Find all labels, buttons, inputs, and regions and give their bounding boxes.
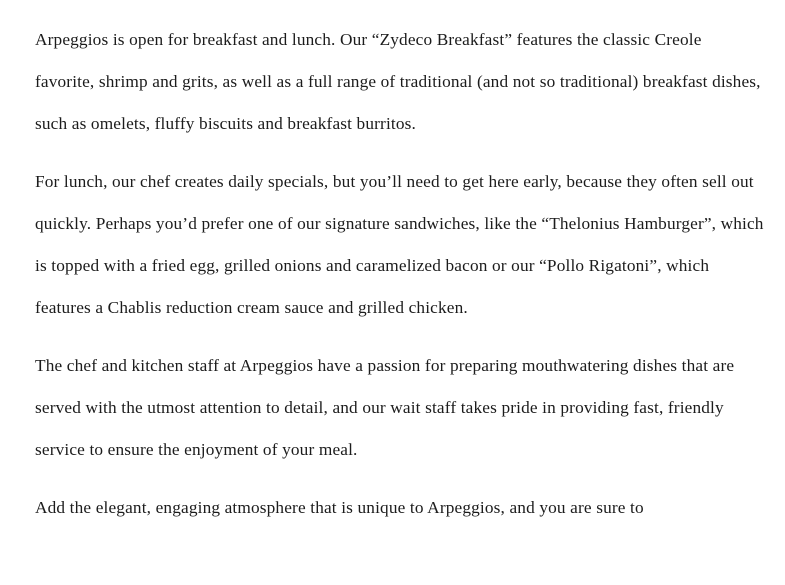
article-body	[35, 19, 765, 545]
paragraph-breakfast: Arpeggios is open for breakfast and lunch. Our “Zydeco Breakfast” features the classic Creole favorite, shrimp and grits, as well as a full range of traditional (and not so traditional) breakfast dishes, such as omelets, fluffy biscuits and breakfast burritos.	[35, 30, 761, 133]
paragraph-kitchen-staff: The chef and kitchen staff at Arpeggios have a passion for preparing mouthwatering dishes that are served with the utmost attention to detail, and our wait staff takes pride in providing fast, friendly service to ensure the enjoyment of your meal.	[35, 356, 735, 459]
paragraph-lunch: For lunch, our chef creates daily specials, but you’ll need to get here early, because they often sell out quickly. Perhaps you’d prefer one of our signature sandwiches, like the “Thelonius Hamburger”, which is topped with a fried egg, grilled onions and caramelized bacon or our “Pollo Rigatoni”, which features a Chablis reduction cream sauce and grilled chicken.	[35, 172, 764, 317]
paragraph-atmosphere: Add the elegant, engaging atmosphere that is unique to Arpeggios, and you are sure to	[35, 498, 644, 517]
